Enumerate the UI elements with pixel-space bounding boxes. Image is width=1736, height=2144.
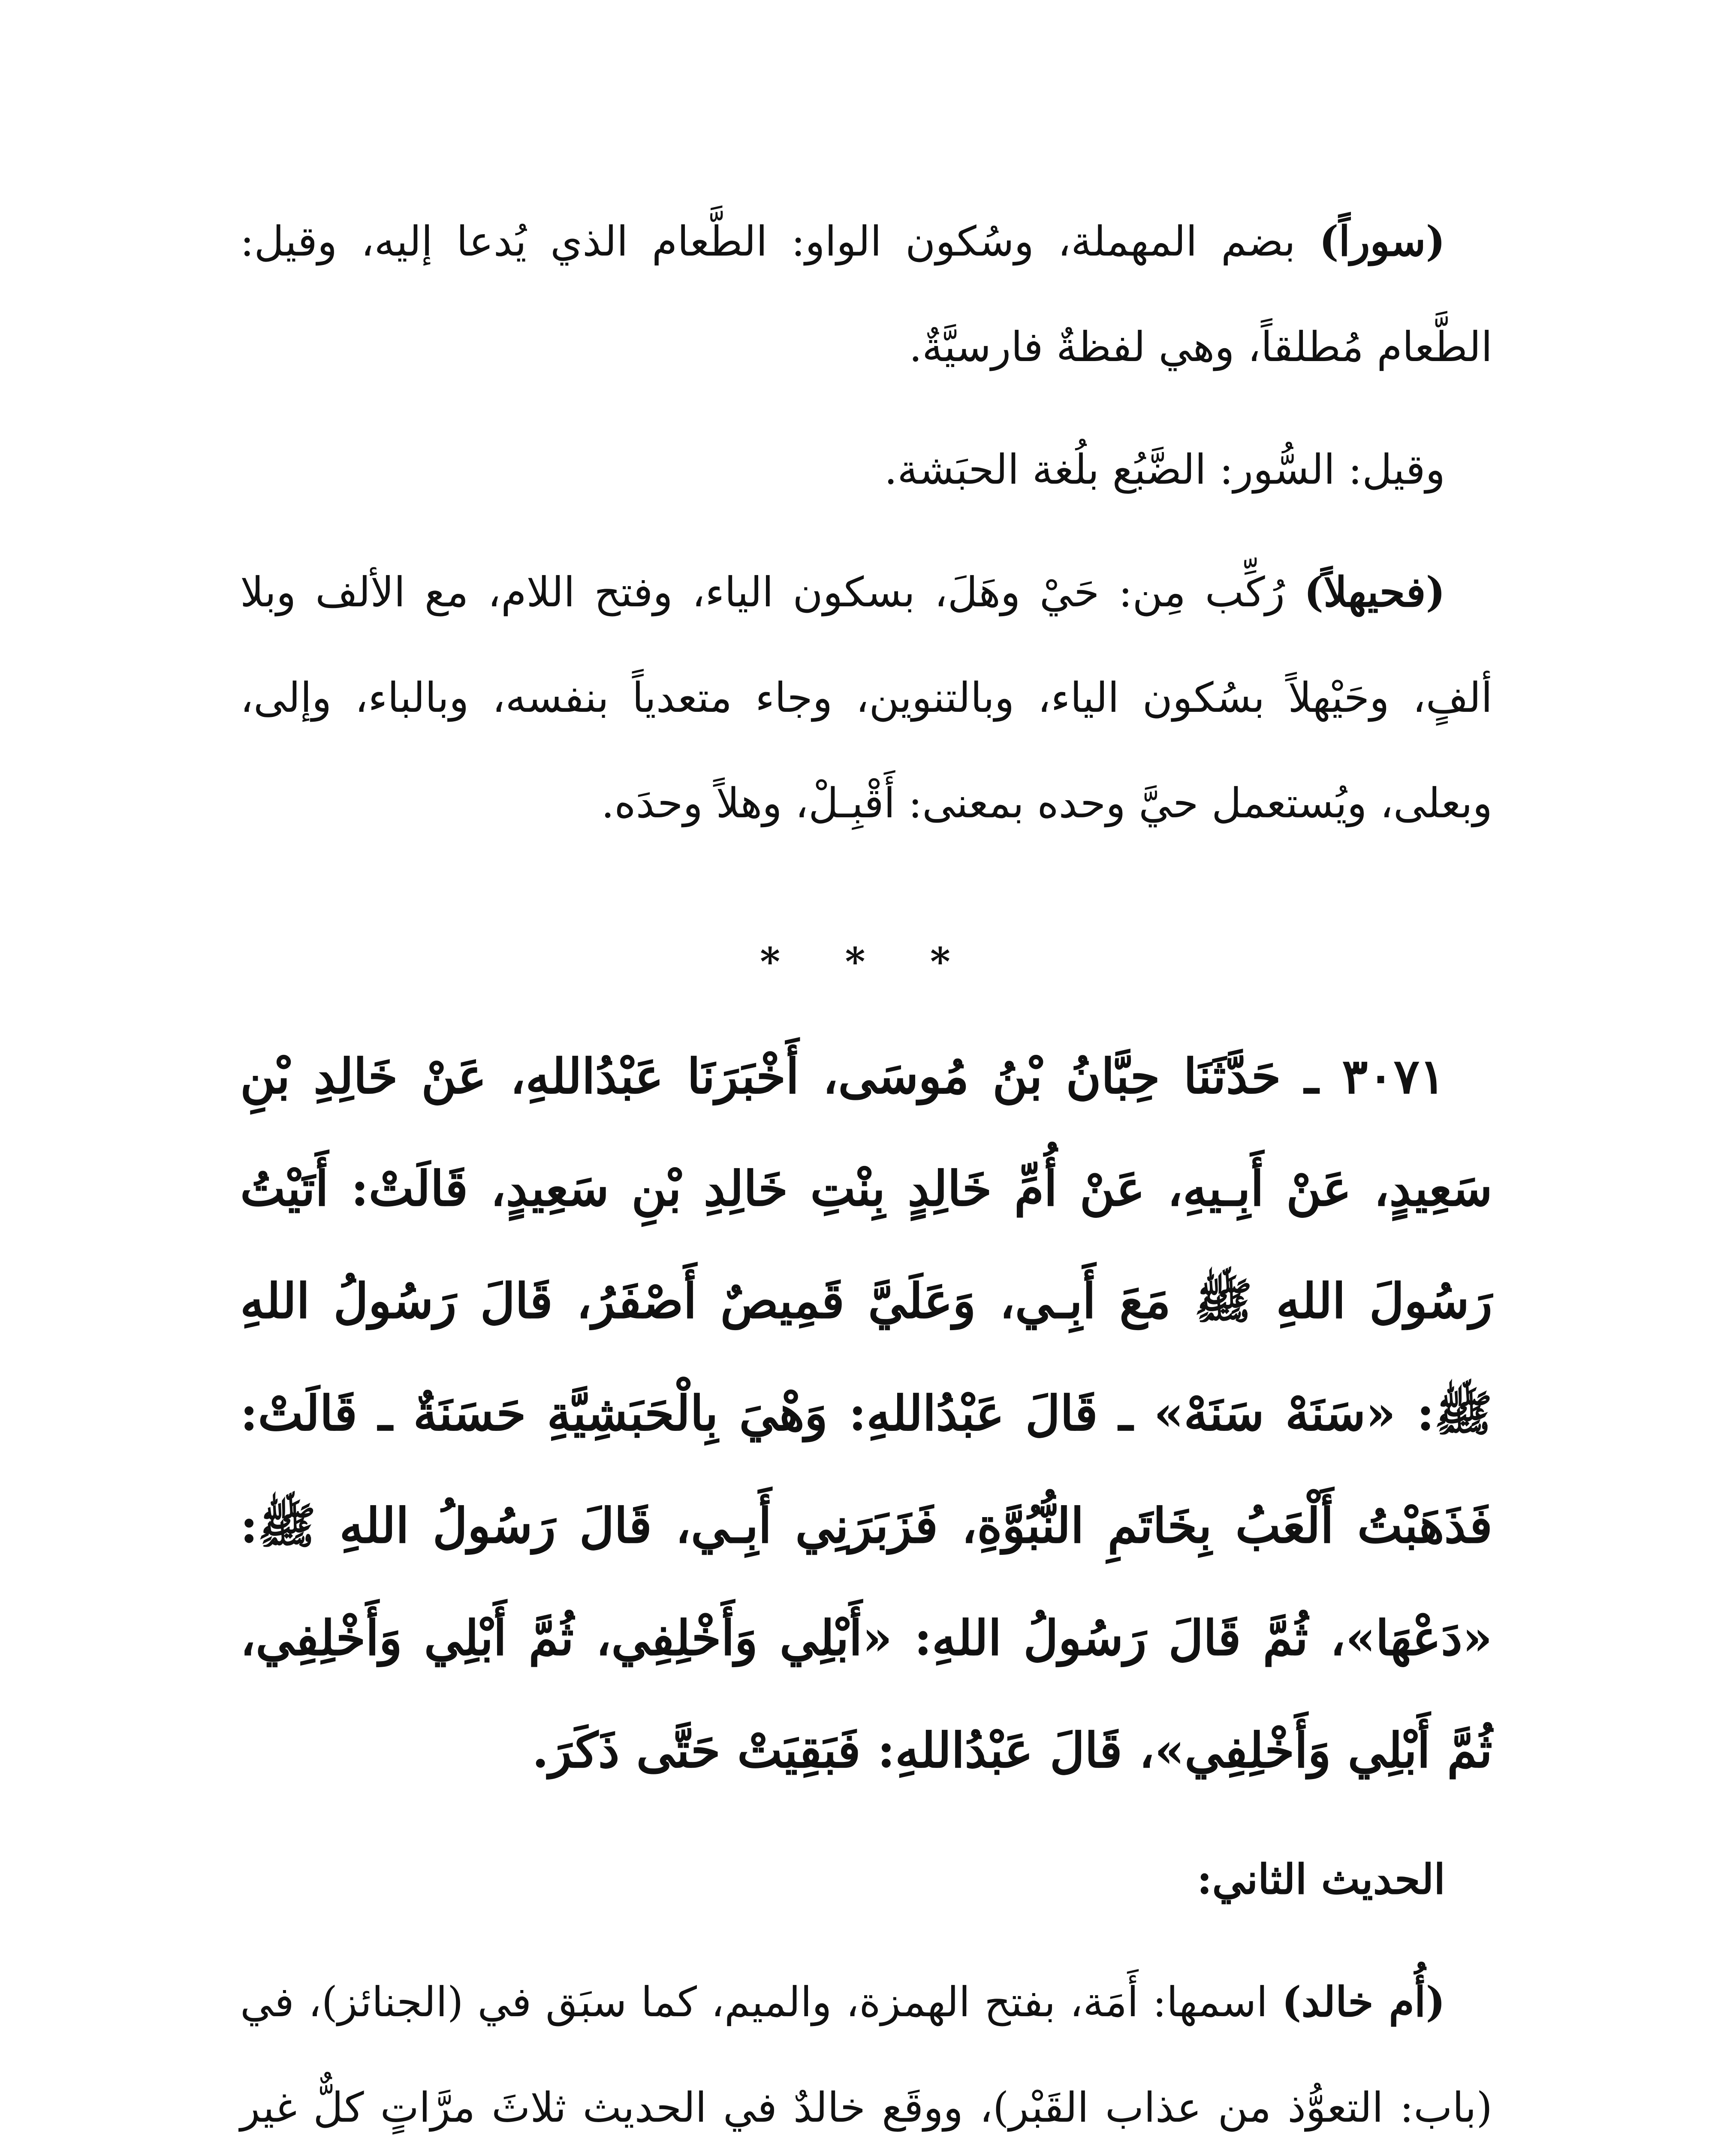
hadith-number: ٣٠٧١ [1342, 1048, 1445, 1105]
commentary-paragraph-fahayhalan [240, 539, 1492, 856]
hadith-paragraph [240, 1021, 1492, 1807]
commentary-text-fahayhalan: رُكِّب مِن: حَيْ وهَلَ، بسكون الياء، وفتح اللام، مع الألف وبلا ألفٍ، وحَيْهلاً بسُكون الياء، وبالتنوين، وجاء متعدياً بنفسه، وبالباء، وإلى، وبعلى، ويُستعمل حيَّ وحده بمعنى: أَقْبِـلْ، وهلاً وحدَه. [240, 568, 1492, 827]
term-suran: (سوراً) [1319, 217, 1445, 265]
term-umm-khalid: (أُم خالد) [1282, 1978, 1446, 2026]
commentary-paragraph-umm-khalid [240, 1949, 1492, 2144]
commentary-top [240, 189, 1492, 873]
commentary-paragraph-suran [240, 189, 1492, 400]
commentary-bottom [240, 1827, 1492, 2144]
section-separator: * * * [760, 939, 976, 985]
commentary-text-umm-khalid: اسمها: أَمَة، بفتح الهمزة، والميم، كما سبَق في (الجنائز)، في (باب: التعوُّذ من عذاب القَبْر)، ووقَع خالدٌ في الحديث ثلاثَ مرَّاتٍ كلٌّ غير [240, 1978, 1492, 2132]
commentary-paragraph-sur [240, 417, 1492, 522]
hadith-text: ـ حَدَّثَنَا حِبَّانُ بْنُ مُوسَى، أَخْبَرَنَا عَبْدُاللهِ، عَنْ خَالِدِ بْنِ سَعِيدٍ، عَنْ أَبِـيهِ، عَنْ أُمِّ خَالِدٍ بِنْتِ خَالِدِ بْنِ سَعِيدٍ، قَالَتْ: أَتَيْتُ رَسُولَ اللهِ ﷺ مَعَ أَبِـي، وَعَلَيَّ قَمِيصٌ أَصْفَرُ، قَالَ رَسُولُ اللهِ ﷺ: «سَنَهْ سَنَهْ» ـ قَالَ عَبْدُاللهِ: وَهْيَ بِالْحَبَشِيَّةِ حَسَنَةٌ ـ قَالَتْ: فَذَهَبْتُ أَلْعَبُ بِخَاتَمِ النُّبُوَّةِ، فَزَبَرَنِي أَبِـي، قَالَ رَسُولُ اللهِ ﷺ: «دَعْهَا»، ثُمَّ قَالَ رَسُولُ اللهِ: «أَبْلِي وَأَخْلِفِي، ثُمَّ أَبْلِي وَأَخْلِفِي، ثُمَّ أَبْلِي وَأَخْلِفِي»، قَالَ عَبْدُاللهِ: فَبَقِيَتْ حَتَّى ذَكَرَ. [240, 1048, 1492, 1779]
commentary-text-suran: بضم المهملة، وسُكون الواو: الطَّعام الذي يُدعا إليه، وقيل: الطَّعام مُطلقاً، وهي لفظةٌ فارسيَّةٌ. [240, 217, 1492, 371]
section-heading: الحديث الثاني: [1197, 1855, 1445, 1903]
commentary-text-sur: وقيل: السُّور: الضَّبُع بلُغة الحبَشة. [884, 446, 1445, 494]
hadith-block [240, 1021, 1492, 1807]
term-fahayhalan: (فحيهلاً) [1304, 568, 1445, 616]
